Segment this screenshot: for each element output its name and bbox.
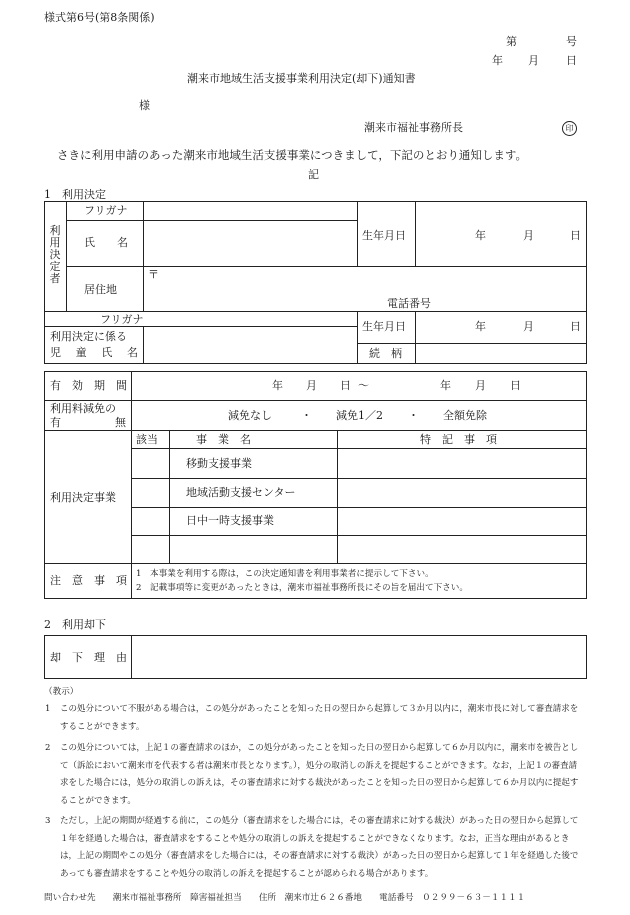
birth-day: 日 [570, 229, 581, 242]
note-2-number: 2 [45, 743, 51, 753]
note-3-number: 3 [45, 816, 51, 826]
caution-2: 2 記載事項等に変更があったときは，潮来市福祉事務所長にその旨を届出て下さい。 [136, 583, 468, 593]
period-y1: 年 [272, 379, 283, 392]
caution-label: 注 意 事 項 [50, 574, 127, 587]
fee-label-line1: 利用料減免の [50, 402, 116, 415]
form-id: 様式第6号(第8条関係) [44, 11, 155, 24]
service-row-3: 日中一時支援事業 [186, 514, 274, 527]
note-1-text: この処分について不服がある場合は，この処分があったことを知った日の翌日から起算して３か月以内に，潮来市長に対して審査請求をすることができます。 [60, 704, 579, 732]
kyoji-label: （教示） [44, 687, 79, 697]
user-vertical-label: 利 用 決 定 者 [49, 224, 61, 285]
address-label: 居住地 [84, 283, 117, 296]
footer-contact: 問い合わせ先 潮来市福祉事務所 障害福祉担当 住所 潮来市辻６２６番地 電話番号 ０２９９－６３－１１１１ [44, 893, 526, 903]
period-d1: 日 [340, 379, 351, 392]
section2-heading: 2 利用却下 [44, 618, 106, 631]
fee-option-sep1: ・ [301, 409, 312, 422]
section1-heading: 1 利用決定 [44, 188, 106, 201]
header-day: 日 [566, 54, 577, 67]
service-row-1: 移動支援事業 [186, 457, 252, 470]
col-service: 事 業 名 [196, 433, 251, 446]
name-label: 氏 名 [84, 236, 128, 249]
caution-1: 1 本事業を利用する際は，この決定通知書を利用事業者に提示して下さい。 [136, 569, 434, 579]
period-y2: 年 [440, 379, 451, 392]
ki-label: 記 [308, 168, 319, 181]
period-d2: 日 [510, 379, 521, 392]
child-label-line1: 利用決定に係る [50, 330, 127, 343]
child-label-line2: 児 童 氏 名 [50, 346, 138, 359]
birth-month: 月 [523, 229, 534, 242]
col-applicable: 該当 [136, 433, 158, 446]
note-1-number: 1 [45, 704, 51, 714]
intro-text: さきに利用申請のあった潮来市地域生活支援事業につきまして，下記のとおり通知します。 [57, 148, 527, 162]
child-birth-label: 生年月日 [362, 320, 406, 333]
issuer: 潮来市福祉事務所長 [364, 121, 463, 134]
header-month: 月 [528, 54, 539, 67]
fee-option-none: 減免なし [228, 409, 272, 422]
note-3-text: ただし，上記の期間が経過する前に，この処分（審査請求をした場合には，その審査請求に対する裁決）があった日の翌日から起算して１年を経過した場合は，審査請求をすることや処分の取消しの訴えを提起することができなくなります。なお，正当な理由があるときは，上記の期間やこの処分（審査請求をした場合には，その審査請求に対する裁決）があった日の翌日から起算して１年を経過した後であっても審査請求をすることや処分の取消しの訴えを提起することが認められる場合があります。 [60, 816, 579, 879]
note-2-text: この処分については，上記１の審査請求のほか，この処分があったことを知った日の翌日から起算して６か月以内に，潮来市を被告として（訴訟において潮来市を代表する者は潮来市長となります。），処分の取消しの訴えを提起することができます。なお，上記１の審査請求をした場合には，処分の取消しの訴えは，その審査請求に対する裁決があったことを知った日の翌日から起算して６か月以内に提起することができます。 [60, 743, 579, 806]
seal-icon: 印 [562, 121, 577, 136]
col-notes: 特 記 事 項 [420, 433, 497, 446]
child-birth-year: 年 [475, 320, 486, 333]
fee-option-half: 減免1／2 [336, 409, 383, 422]
birth-year: 年 [475, 229, 486, 242]
fee-label-yu: 有 [50, 416, 61, 429]
postal-mark: 〒 [148, 268, 159, 281]
period-label: 有 効 期 間 [50, 379, 127, 392]
reason-label: 却 下 理 由 [50, 651, 127, 664]
fee-label-mu: 無 [115, 416, 126, 429]
child-birth-month: 月 [523, 320, 534, 333]
document-title: 潮来市地域生活支援事業利用決定(却下)通知書 [187, 72, 416, 85]
service-row-2: 地域活動支援センター [186, 486, 296, 499]
phone-label: 電話番号 [387, 297, 431, 310]
services-table [44, 371, 587, 599]
child-furigana-label: フリガナ [100, 313, 144, 326]
child-birth-day: 日 [570, 320, 581, 333]
addressee-sama: 様 [139, 99, 150, 112]
header-year: 年 [492, 54, 503, 67]
furigana-label: フリガナ [84, 204, 128, 217]
service-label: 利用決定事業 [50, 491, 116, 504]
fee-option-full: 全額免除 [443, 409, 487, 422]
number-go: 号 [566, 35, 577, 48]
number-dai: 第 [506, 35, 517, 48]
period-m1: 月 [306, 379, 317, 392]
period-m2: 月 [475, 379, 486, 392]
period-tilde: ～ [358, 379, 369, 392]
relation-label: 続 柄 [369, 347, 402, 360]
fee-option-sep2: ・ [408, 409, 419, 422]
birth-label: 生年月日 [362, 229, 406, 242]
